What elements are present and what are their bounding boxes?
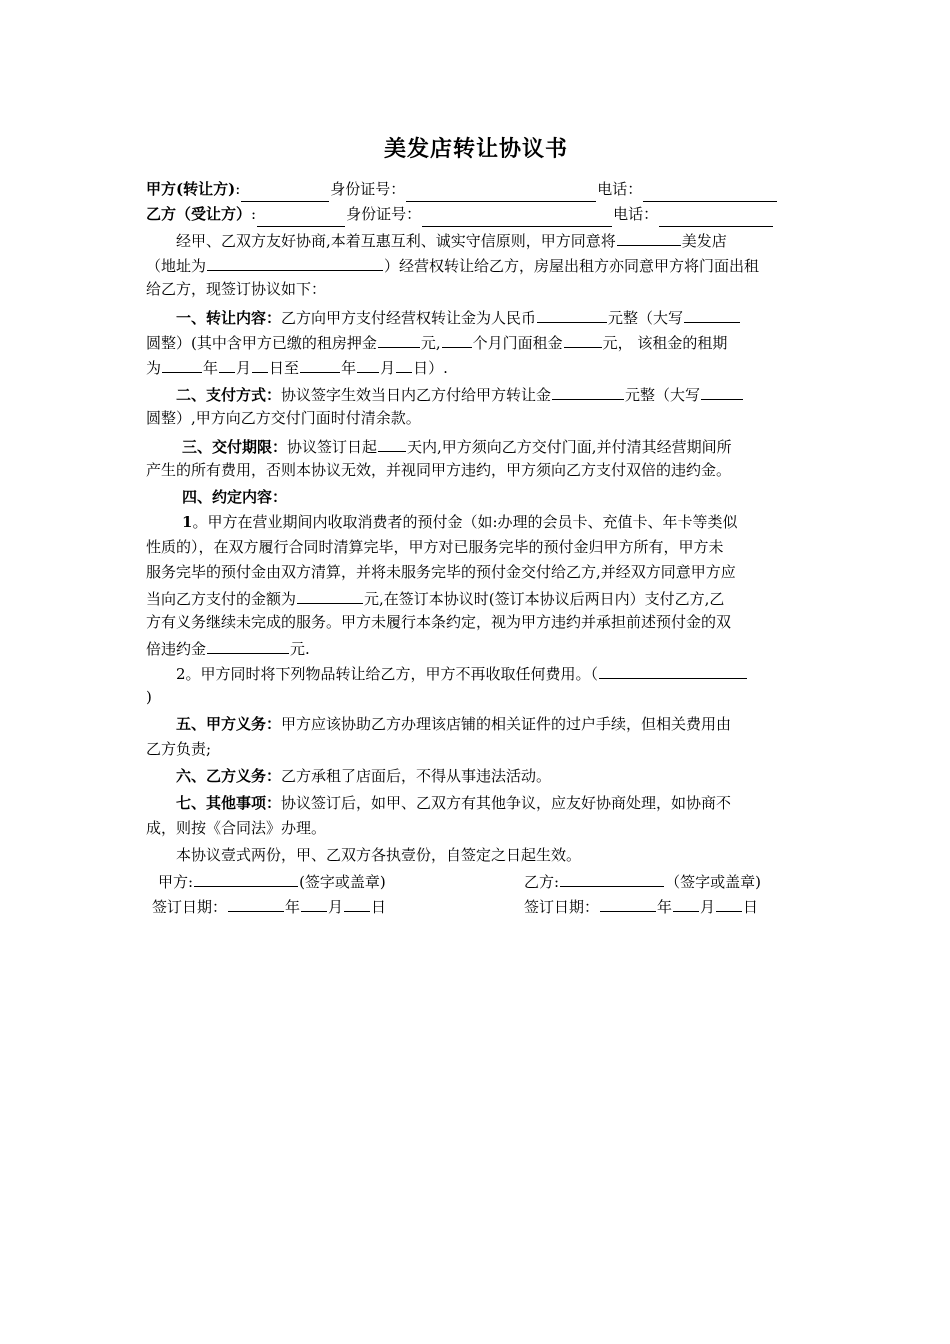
intro-text: 给乙方，现签订协议如下： xyxy=(146,280,327,298)
lease-end-year-field[interactable] xyxy=(300,354,340,373)
party-b-date xyxy=(524,893,794,918)
section-2-heading: 二、支付方式： xyxy=(176,386,282,404)
section-4-text: 。甲方在营业期间内收取消费者的预付金（如:办理的会员卡、充值卡、年卡等类似 xyxy=(192,513,738,531)
year-label: 年 xyxy=(285,898,301,916)
section-3-line-2 xyxy=(146,458,806,483)
signature-row xyxy=(146,868,806,893)
address-label: （地址为 xyxy=(146,257,207,275)
party-b-colon: : xyxy=(251,205,257,223)
section-4-text: ) xyxy=(146,688,152,706)
party-a-sign-field[interactable] xyxy=(194,868,298,887)
transfer-fee-field[interactable] xyxy=(537,304,607,323)
intro-text: ）经营权转让给乙方，房屋出租方亦同意甲方将门面出租 xyxy=(384,257,760,275)
lease-end-month-field[interactable] xyxy=(357,354,379,373)
section-7-line-2 xyxy=(146,816,806,841)
lease-end-day-field[interactable] xyxy=(396,354,412,373)
section-3-heading: 三、交付期限： xyxy=(182,438,288,456)
party-b-phone-label: 电话： xyxy=(613,205,659,223)
party-b-sign-note: （签字或盖章) xyxy=(665,873,761,891)
month-label: 月 xyxy=(328,898,344,916)
closing-line xyxy=(146,843,806,868)
section-5-heading: 五、甲方义务： xyxy=(176,715,282,733)
section-5-line-2 xyxy=(146,737,806,762)
section-4-clause-1-line-2 xyxy=(146,535,806,560)
section-1-text: 为 xyxy=(146,359,162,377)
section-1-heading: 一、转让内容： xyxy=(176,309,282,327)
section-5-text: 甲方应该协助乙方办理该店铺的相关证件的过户手续，但相关费用由 xyxy=(281,715,732,733)
section-4-clause-1-line-5 xyxy=(146,610,806,635)
section-1-text: 元整（大写 xyxy=(608,309,684,327)
intro-text: 经甲、乙双方友好协商,本着互惠互利、诚实守信原则，甲方同意将 xyxy=(176,232,616,250)
party-a-name-field[interactable] xyxy=(241,183,329,202)
lease-start-day-field[interactable] xyxy=(252,354,268,373)
rent-field[interactable] xyxy=(564,329,602,348)
section-3-text: 产生的所有费用，否则本协议无效，并视同甲方违约，甲方须向乙方支付双倍的违约金。 xyxy=(146,461,732,479)
party-b-name-field[interactable] xyxy=(257,208,345,227)
section-1-text: 月 xyxy=(380,359,396,377)
section-1-text: 年 xyxy=(203,359,219,377)
section-4-text: 元. xyxy=(290,640,310,658)
party-a-phone-label: 电话： xyxy=(597,180,643,198)
section-4-clause-1-line-1 xyxy=(146,510,806,535)
penalty-amount-field[interactable] xyxy=(207,635,289,654)
day-label: 日 xyxy=(743,898,759,916)
section-4-text: 当向乙方支付的金额为 xyxy=(146,590,297,608)
party-b-sign-field[interactable] xyxy=(560,868,664,887)
closing-text: 本协议壹式两份，甲、乙双方各执壹份，自签定之日起生效。 xyxy=(176,846,582,864)
party-b-day-field[interactable] xyxy=(716,893,742,912)
section-1-text: 元, xyxy=(420,334,441,352)
section-1-text: 圆整）(其中含甲方已缴的租房押金 xyxy=(146,334,377,352)
payment-amount-field[interactable] xyxy=(552,381,624,400)
section-3-text: 协议签订日起 xyxy=(287,438,378,456)
section-1-text: 年 xyxy=(341,359,357,377)
section-1-text: 月 xyxy=(236,359,252,377)
transferred-items-field[interactable] xyxy=(599,660,747,679)
section-7-heading: 七、其他事项： xyxy=(176,794,282,812)
section-4-heading-line xyxy=(146,485,806,510)
month-label: 月 xyxy=(700,898,716,916)
section-2-text: 协议签字生效当日内乙方付给甲方转让金 xyxy=(281,386,552,404)
section-4-heading: 四、约定内容： xyxy=(182,488,288,506)
year-label: 年 xyxy=(657,898,673,916)
section-3-text: 天内,甲方须向乙方交付门面,并付清其经营期间所 xyxy=(407,438,732,456)
prepaid-amount-field[interactable] xyxy=(297,585,363,604)
section-4-text: 2。甲方同时将下列物品转让给乙方，甲方不再收取任何费用。（ xyxy=(176,665,599,683)
section-6-line-1 xyxy=(146,764,806,789)
party-b-line xyxy=(146,202,806,227)
party-b-year-field[interactable] xyxy=(600,893,656,912)
section-6-heading: 六、乙方义务： xyxy=(176,767,282,785)
section-4-text: 倍违约金 xyxy=(146,640,207,658)
section-1-line-3 xyxy=(146,354,806,379)
party-b-sign-label: 乙方: xyxy=(524,873,560,891)
intro-shop-suffix: 美发店 xyxy=(681,232,727,250)
months-field[interactable] xyxy=(442,329,472,348)
party-a-month-field[interactable] xyxy=(301,893,327,912)
agreement-body xyxy=(146,132,806,918)
party-b-id-field[interactable] xyxy=(422,208,612,227)
party-b-phone-field[interactable] xyxy=(659,208,773,227)
section-2-text: 元整（大写 xyxy=(625,386,701,404)
party-b-signature xyxy=(524,868,794,893)
party-a-colon: : xyxy=(235,180,241,198)
section-1-text: 元， 该租金的租期 xyxy=(602,334,728,352)
address-field[interactable] xyxy=(207,252,383,271)
section-1-text: 日至 xyxy=(269,359,300,377)
document-title: 美发店转让协议书 xyxy=(383,136,568,162)
section-5-text: 乙方负责; xyxy=(146,740,212,758)
section-3-line-1 xyxy=(146,433,806,458)
section-4-clause-1-line-6 xyxy=(146,635,806,660)
delivery-days-field[interactable] xyxy=(378,433,406,452)
section-7-text: 协议签订后，如甲、乙双方有其他争议，应友好协商处理，如协商不 xyxy=(281,794,732,812)
party-a-id-label: 身份证号： xyxy=(330,180,406,198)
lease-start-year-field[interactable] xyxy=(162,354,202,373)
party-a-line xyxy=(146,177,806,202)
section-4-text: 元,在签订本协议时(签订本协议后两日内）支付乙方,乙 xyxy=(364,590,725,608)
party-a-sign-note: (签字或盖章) xyxy=(299,873,386,891)
section-7-text: 成，则按《合同法》办理。 xyxy=(146,819,327,837)
section-4-clause-1-line-4 xyxy=(146,585,806,610)
section-1-text: 日）. xyxy=(413,359,448,377)
intro-line-1 xyxy=(146,227,806,252)
section-1-text: 个月门面租金 xyxy=(472,334,563,352)
date-row xyxy=(146,893,806,918)
section-2-text: 圆整）,甲方向乙方交付门面时付清余款。 xyxy=(146,409,421,427)
party-b-label: 乙方（受让方） xyxy=(146,205,252,223)
section-4-clause-1-line-3 xyxy=(146,560,806,585)
section-1-line-2 xyxy=(146,329,806,354)
party-a-phone-field[interactable] xyxy=(643,183,777,202)
party-a-id-field[interactable] xyxy=(406,183,596,202)
date-label: 签订日期： xyxy=(524,898,600,916)
section-7-line-1 xyxy=(146,791,806,816)
payment-uppercase-field[interactable] xyxy=(701,381,743,400)
date-label: 签订日期： xyxy=(152,898,228,916)
shop-name-field[interactable] xyxy=(617,227,681,246)
deposit-field[interactable] xyxy=(378,329,420,348)
section-2-line-1 xyxy=(146,381,806,406)
party-a-signature xyxy=(158,868,458,893)
party-b-id-label: 身份证号： xyxy=(346,205,422,223)
intro-line-3 xyxy=(146,277,806,302)
intro-line-2 xyxy=(146,252,806,277)
day-label: 日 xyxy=(371,898,387,916)
party-b-month-field[interactable] xyxy=(673,893,699,912)
lease-start-month-field[interactable] xyxy=(219,354,235,373)
section-5-line-1 xyxy=(146,712,806,737)
transfer-fee-uppercase-field[interactable] xyxy=(684,304,740,323)
section-2-line-2 xyxy=(146,406,806,431)
section-4-text: 服务完毕的预付金由双方清算，并将未服务完毕的预付金交付给乙方,并经双方同意甲方应 xyxy=(146,563,736,581)
section-1-text: 乙方向甲方支付经营权转让金为人民币 xyxy=(281,309,537,327)
section-4-text: 性质的），在双方履行合同时清算完毕，甲方对已服务完毕的预付金归甲方所有，甲方未 xyxy=(146,538,724,556)
section-6-text: 乙方承租了店面后，不得从事违法活动。 xyxy=(281,767,552,785)
party-a-date xyxy=(152,893,452,918)
section-4-text: 方有义务继续未完成的服务。甲方未履行本条约定，视为甲方违约并承担前述预付金的双 xyxy=(146,613,732,631)
party-a-day-field[interactable] xyxy=(344,893,370,912)
party-a-sign-label: 甲方: xyxy=(158,873,194,891)
party-a-label: 甲方(转让方) xyxy=(146,180,236,198)
section-4-clause-2-line-2 xyxy=(146,685,806,710)
section-4-clause-2-line-1 xyxy=(146,660,806,685)
clause-number: 1 xyxy=(182,513,193,531)
section-1-line-1 xyxy=(146,304,806,329)
party-a-year-field[interactable] xyxy=(228,893,284,912)
